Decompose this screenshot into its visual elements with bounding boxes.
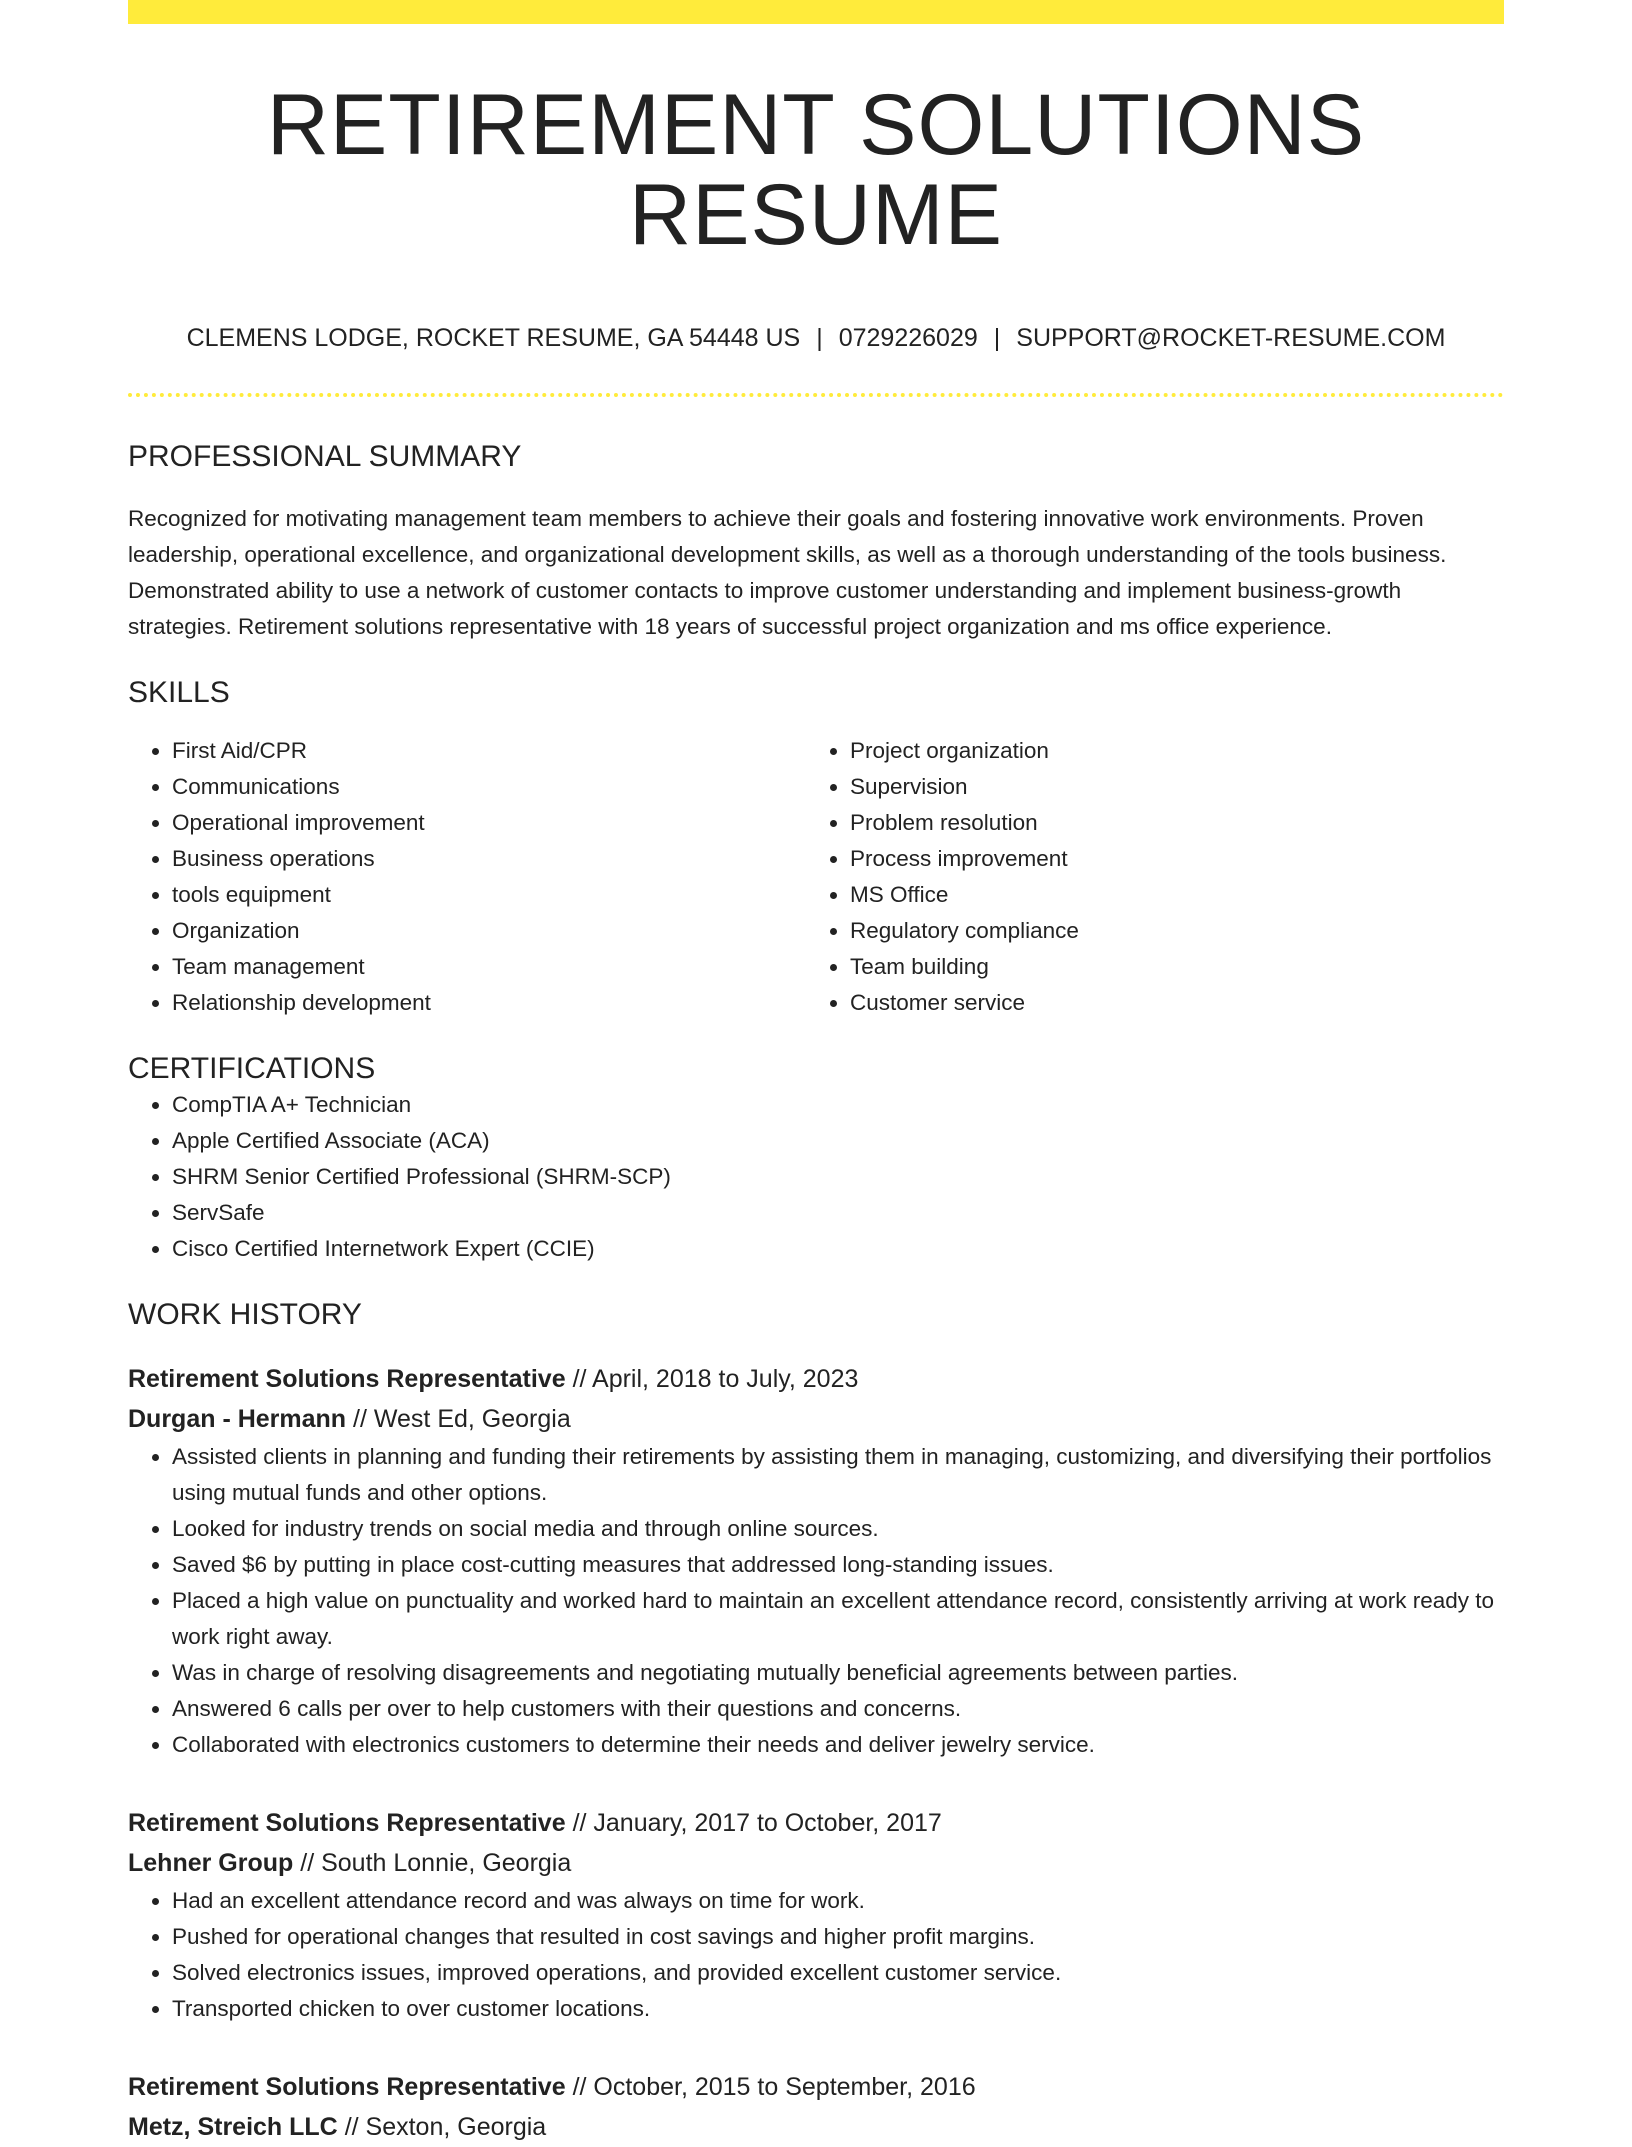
job-title: Retirement Solutions Representative <box>128 2072 566 2101</box>
skill-item: • Problem resolution <box>850 805 1484 841</box>
job-title-line <box>128 1803 1504 1843</box>
job-location: // South Lonnie, Georgia <box>293 1848 572 1877</box>
job-bullet: • Transported chicken to over customer locations. <box>172 1991 1504 2027</box>
job-title: Retirement Solutions Representative <box>128 1364 566 1393</box>
skill-item: • Regulatory compliance <box>850 913 1484 949</box>
job-title-line <box>128 2067 1504 2107</box>
job-company-line <box>128 1399 1504 1439</box>
contact-phone: 0729226029 <box>838 323 978 352</box>
certifications-heading: CERTIFICATIONS <box>128 1051 376 1085</box>
skill-item: • tools equipment <box>172 877 806 913</box>
job-bullets <box>128 1883 1504 2027</box>
skill-item: • Business operations <box>172 841 806 877</box>
skill-item: • First Aid/CPR <box>172 733 806 769</box>
work-history-heading: WORK HISTORY <box>128 1297 362 1331</box>
job-dates: // April, 2018 to July, 2023 <box>565 1364 859 1393</box>
job-location: // Sexton, Georgia <box>337 2112 547 2141</box>
certification-item: • Apple Certified Associate (ACA) <box>172 1123 1504 1159</box>
skill-item: • Team management <box>172 949 806 985</box>
summary-text: Recognized for motivating management team members to achieve their goals and fostering innovative work environments. Proven leadership, operational excellence, and organizational development skills, as well as a thorough understanding of the tools business. Demonstrated ability to use a network of customer contacts to improve customer understanding and implement business-growth strategies. Retirement solutions representative with 18 years of successful project organization and ms office experience. <box>128 505 1447 639</box>
work-history-list <box>128 1359 1504 2147</box>
skill-item: • Organization <box>172 913 806 949</box>
skill-item: • Customer service <box>850 985 1484 1021</box>
skills-left-column <box>128 733 806 1021</box>
resume-page <box>128 0 1504 2147</box>
header-divider <box>128 393 1504 397</box>
job-bullet: • Solved electronics issues, improved operations, and provided excellent customer service. <box>172 1955 1504 1991</box>
accent-top-bar <box>128 0 1504 24</box>
job-bullet: • Collaborated with electronics customers to determine their needs and deliver jewelry service. <box>172 1727 1504 1763</box>
skill-item: • MS Office <box>850 877 1484 913</box>
certification-item: • Cisco Certified Internetwork Expert (CCIE) <box>172 1231 1504 1267</box>
job-bullet: • Was in charge of resolving disagreements and negotiating mutually beneficial agreements between parties. <box>172 1655 1504 1691</box>
job-entry <box>128 2067 1504 2147</box>
job-company-line <box>128 2107 1504 2147</box>
certification-item: • CompTIA A+ Technician <box>172 1087 1504 1123</box>
contact-address: CLEMENS LODGE, ROCKET RESUME, GA 54448 US <box>186 323 801 352</box>
job-bullet: • Assisted clients in planning and funding their retirements by assisting them in managing, customizing, and diversifying their portfolios using mutual funds and other options. <box>172 1439 1504 1511</box>
skills-grid <box>128 733 1504 1021</box>
skill-item: • Process improvement <box>850 841 1484 877</box>
job-dates: // January, 2017 to October, 2017 <box>565 1808 942 1837</box>
job-entry <box>128 1359 1504 1763</box>
summary-heading: PROFESSIONAL SUMMARY <box>128 439 522 473</box>
contact-email: SUPPORT@ROCKET-RESUME.COM <box>1016 323 1446 352</box>
job-company-line <box>128 1843 1504 1883</box>
certification-item: • ServSafe <box>172 1195 1504 1231</box>
job-bullet: • Looked for industry trends on social media and through online sources. <box>172 1511 1504 1547</box>
skills-heading: SKILLS <box>128 675 230 709</box>
job-bullet: • Pushed for operational changes that resulted in cost savings and higher profit margins. <box>172 1919 1504 1955</box>
skill-item: • Relationship development <box>172 985 806 1021</box>
job-bullet: • Answered 6 calls per over to help customers with their questions and concerns. <box>172 1691 1504 1727</box>
skill-item: • Supervision <box>850 769 1484 805</box>
job-bullet: • Placed a high value on punctuality and worked hard to maintain an excellent attendance record, consistently arriving at work ready to work right away. <box>172 1583 1504 1655</box>
job-title-line <box>128 1359 1504 1399</box>
resume-title: RETIREMENT SOLUTIONS RESUME <box>266 77 1366 264</box>
job-entry <box>128 1803 1504 2027</box>
job-bullet: • Saved $6 by putting in place cost-cutting measures that addressed long-standing issues. <box>172 1547 1504 1583</box>
skill-item: • Team building <box>850 949 1484 985</box>
job-company: Lehner Group <box>128 1848 294 1877</box>
skills-right-column <box>806 733 1484 1021</box>
job-title: Retirement Solutions Representative <box>128 1808 566 1837</box>
certifications-list <box>128 1087 1504 1267</box>
job-company: Durgan - Hermann <box>128 1404 347 1433</box>
job-dates: // October, 2015 to September, 2016 <box>565 2072 976 2101</box>
skill-item: • Operational improvement <box>172 805 806 841</box>
job-company: Metz, Streich LLC <box>128 2112 338 2141</box>
contact-separator: | <box>993 323 1001 352</box>
certification-item: • SHRM Senior Certified Professional (SHRM-SCP) <box>172 1159 1504 1195</box>
skill-item: • Project organization <box>850 733 1484 769</box>
job-location: // West Ed, Georgia <box>346 1404 571 1433</box>
contact-separator: | <box>816 323 823 352</box>
skill-item: • Communications <box>172 769 806 805</box>
job-bullet: • Had an excellent attendance record and was always on time for work. <box>172 1883 1504 1919</box>
job-bullets <box>128 1439 1504 1763</box>
contact-line <box>128 323 1504 353</box>
